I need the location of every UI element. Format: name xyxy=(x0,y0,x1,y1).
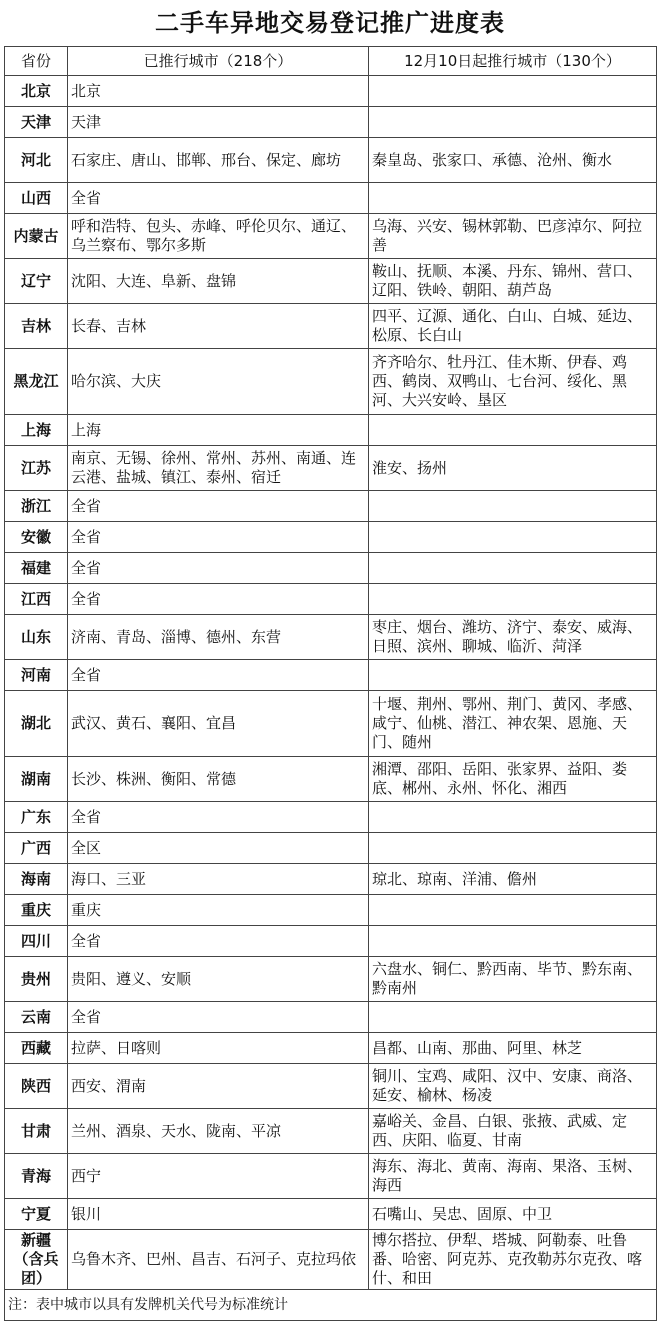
done-cities-cell: 上海 xyxy=(68,415,369,446)
table-row xyxy=(5,553,657,584)
table-row xyxy=(5,76,657,107)
province-cell: 贵州 xyxy=(5,957,68,1002)
next-cities-cell xyxy=(369,107,657,138)
province-cell: 黑龙江 xyxy=(5,349,68,415)
table-row xyxy=(5,522,657,553)
done-cities-cell: 全省 xyxy=(68,926,369,957)
table-row xyxy=(5,1064,657,1109)
province-cell: 福建 xyxy=(5,553,68,584)
province-cell: 上海 xyxy=(5,415,68,446)
table-note: 注：表中城市以具有发牌机关代号为标准统计 xyxy=(5,1290,657,1321)
province-cell: 山西 xyxy=(5,183,68,214)
province-cell: 内蒙古 xyxy=(5,214,68,259)
done-cities-cell: 海口、三亚 xyxy=(68,864,369,895)
province-cell: 河北 xyxy=(5,138,68,183)
next-cities-cell xyxy=(369,415,657,446)
done-cities-cell: 全省 xyxy=(68,522,369,553)
province-cell: 宁夏 xyxy=(5,1199,68,1230)
done-cities-cell: 贵阳、遵义、安顺 xyxy=(68,957,369,1002)
table-row xyxy=(5,214,657,259)
table-row xyxy=(5,138,657,183)
next-cities-cell xyxy=(369,584,657,615)
done-cities-cell: 呼和浩特、包头、赤峰、呼伦贝尔、通辽、乌兰察布、鄂尔多斯 xyxy=(68,214,369,259)
next-cities-cell: 博尔搭拉、伊犁、塔城、阿勒泰、吐鲁番、哈密、阿克苏、克孜勒苏尔克孜、喀什、和田 xyxy=(369,1230,657,1290)
province-cell: 安徽 xyxy=(5,522,68,553)
next-cities-cell xyxy=(369,833,657,864)
province-cell: 江西 xyxy=(5,584,68,615)
province-cell: 四川 xyxy=(5,926,68,957)
table-body xyxy=(5,76,657,1290)
next-cities-cell: 石嘴山、吴忠、固原、中卫 xyxy=(369,1199,657,1230)
province-cell: 海南 xyxy=(5,864,68,895)
next-cities-cell: 秦皇岛、张家口、承德、沧州、衡水 xyxy=(369,138,657,183)
next-cities-cell xyxy=(369,802,657,833)
province-cell: 广东 xyxy=(5,802,68,833)
next-cities-cell: 十堰、荆州、鄂州、荆门、黄冈、孝感、咸宁、仙桃、潜江、神农架、恩施、天门、随州 xyxy=(369,691,657,757)
next-cities-cell xyxy=(369,553,657,584)
table-row xyxy=(5,1199,657,1230)
next-cities-cell: 齐齐哈尔、牡丹江、佳木斯、伊春、鸡西、鹤岗、双鸭山、七台河、绥化、黑河、大兴安岭、垦区 xyxy=(369,349,657,415)
done-cities-cell: 全省 xyxy=(68,802,369,833)
next-cities-cell: 乌海、兴安、锡林郭勒、巴彦淖尔、阿拉善 xyxy=(369,214,657,259)
done-cities-cell: 全省 xyxy=(68,183,369,214)
table-row xyxy=(5,895,657,926)
next-cities-cell: 嘉峪关、金昌、白银、张掖、武威、定西、庆阳、临夏、甘南 xyxy=(369,1109,657,1154)
table-row xyxy=(5,926,657,957)
province-cell: 浙江 xyxy=(5,491,68,522)
done-cities-cell: 全区 xyxy=(68,833,369,864)
table-row xyxy=(5,1002,657,1033)
province-cell: 陕西 xyxy=(5,1064,68,1109)
next-cities-cell: 海东、海北、黄南、海南、果洛、玉树、海西 xyxy=(369,1154,657,1199)
table-row xyxy=(5,1033,657,1064)
province-cell: 北京 xyxy=(5,76,68,107)
next-cities-cell xyxy=(369,660,657,691)
header-province: 省份 xyxy=(5,47,68,76)
next-cities-cell xyxy=(369,491,657,522)
done-cities-cell: 石家庄、唐山、邯郸、邢台、保定、廊坊 xyxy=(68,138,369,183)
next-cities-cell: 鞍山、抚顺、本溪、丹东、锦州、营口、辽阳、铁岭、朝阳、葫芦岛 xyxy=(369,259,657,304)
done-cities-cell: 西宁 xyxy=(68,1154,369,1199)
next-cities-cell: 六盘水、铜仁、黔西南、毕节、黔东南、黔南州 xyxy=(369,957,657,1002)
done-cities-cell: 北京 xyxy=(68,76,369,107)
province-cell: 河南 xyxy=(5,660,68,691)
done-cities-cell: 乌鲁木齐、巴州、昌吉、石河子、克拉玛依 xyxy=(68,1230,369,1290)
table-header-row xyxy=(5,47,657,76)
next-cities-cell xyxy=(369,76,657,107)
table-row xyxy=(5,304,657,349)
next-cities-cell xyxy=(369,926,657,957)
done-cities-cell: 长沙、株洲、衡阳、常德 xyxy=(68,757,369,802)
next-cities-cell: 淮安、扬州 xyxy=(369,446,657,491)
page-title: 二手车异地交易登记推广进度表 xyxy=(155,8,505,37)
table-row xyxy=(5,183,657,214)
done-cities-cell: 南京、无锡、徐州、常州、苏州、南通、连云港、盐城、镇江、泰州、宿迁 xyxy=(68,446,369,491)
table-row xyxy=(5,691,657,757)
done-cities-cell: 兰州、酒泉、天水、陇南、平凉 xyxy=(68,1109,369,1154)
province-cell: 西藏 xyxy=(5,1033,68,1064)
table-row xyxy=(5,107,657,138)
table-row xyxy=(5,584,657,615)
next-cities-cell xyxy=(369,183,657,214)
province-cell: 新疆（含兵团） xyxy=(5,1230,68,1290)
header-done-cities: 已推行城市（218个） xyxy=(68,47,369,76)
next-cities-cell xyxy=(369,522,657,553)
done-cities-cell: 全省 xyxy=(68,584,369,615)
table-row xyxy=(5,864,657,895)
next-cities-cell: 昌都、山南、那曲、阿里、林芝 xyxy=(369,1033,657,1064)
province-cell: 甘肃 xyxy=(5,1109,68,1154)
province-cell: 广西 xyxy=(5,833,68,864)
table-row xyxy=(5,259,657,304)
table-row xyxy=(5,957,657,1002)
header-next-cities: 12月10日起推行城市（130个） xyxy=(369,47,657,76)
next-cities-cell: 枣庄、烟台、潍坊、济宁、泰安、威海、日照、滨州、聊城、临沂、菏泽 xyxy=(369,615,657,660)
next-cities-cell: 铜川、宝鸡、咸阳、汉中、安康、商洛、延安、榆林、杨凌 xyxy=(369,1064,657,1109)
done-cities-cell: 武汉、黄石、襄阳、宜昌 xyxy=(68,691,369,757)
table-row xyxy=(5,615,657,660)
table-row xyxy=(5,833,657,864)
province-cell: 江苏 xyxy=(5,446,68,491)
progress-table xyxy=(4,46,657,1321)
done-cities-cell: 银川 xyxy=(68,1199,369,1230)
table-row xyxy=(5,1109,657,1154)
table-row xyxy=(5,491,657,522)
done-cities-cell: 天津 xyxy=(68,107,369,138)
done-cities-cell: 全省 xyxy=(68,660,369,691)
next-cities-cell xyxy=(369,895,657,926)
next-cities-cell: 湘潭、邵阳、岳阳、张家界、益阳、娄底、郴州、永州、怀化、湘西 xyxy=(369,757,657,802)
done-cities-cell: 西安、渭南 xyxy=(68,1064,369,1109)
done-cities-cell: 全省 xyxy=(68,553,369,584)
table-row xyxy=(5,660,657,691)
province-cell: 天津 xyxy=(5,107,68,138)
province-cell: 青海 xyxy=(5,1154,68,1199)
done-cities-cell: 全省 xyxy=(68,491,369,522)
next-cities-cell: 琼北、琼南、洋浦、儋州 xyxy=(369,864,657,895)
table-row xyxy=(5,446,657,491)
table-row xyxy=(5,757,657,802)
done-cities-cell: 哈尔滨、大庆 xyxy=(68,349,369,415)
done-cities-cell: 沈阳、大连、阜新、盘锦 xyxy=(68,259,369,304)
done-cities-cell: 长春、吉林 xyxy=(68,304,369,349)
province-cell: 云南 xyxy=(5,1002,68,1033)
done-cities-cell: 重庆 xyxy=(68,895,369,926)
province-cell: 山东 xyxy=(5,615,68,660)
table-row xyxy=(5,349,657,415)
province-cell: 湖南 xyxy=(5,757,68,802)
next-cities-cell: 四平、辽源、通化、白山、白城、延边、松原、长白山 xyxy=(369,304,657,349)
table-row xyxy=(5,415,657,446)
done-cities-cell: 济南、青岛、淄博、德州、东营 xyxy=(68,615,369,660)
done-cities-cell: 全省 xyxy=(68,1002,369,1033)
done-cities-cell: 拉萨、日喀则 xyxy=(68,1033,369,1064)
table-note-row xyxy=(5,1290,657,1321)
table-row xyxy=(5,1154,657,1199)
table-row xyxy=(5,1230,657,1290)
province-cell: 重庆 xyxy=(5,895,68,926)
table-row xyxy=(5,802,657,833)
next-cities-cell xyxy=(369,1002,657,1033)
province-cell: 辽宁 xyxy=(5,259,68,304)
province-cell: 湖北 xyxy=(5,691,68,757)
province-cell: 吉林 xyxy=(5,304,68,349)
